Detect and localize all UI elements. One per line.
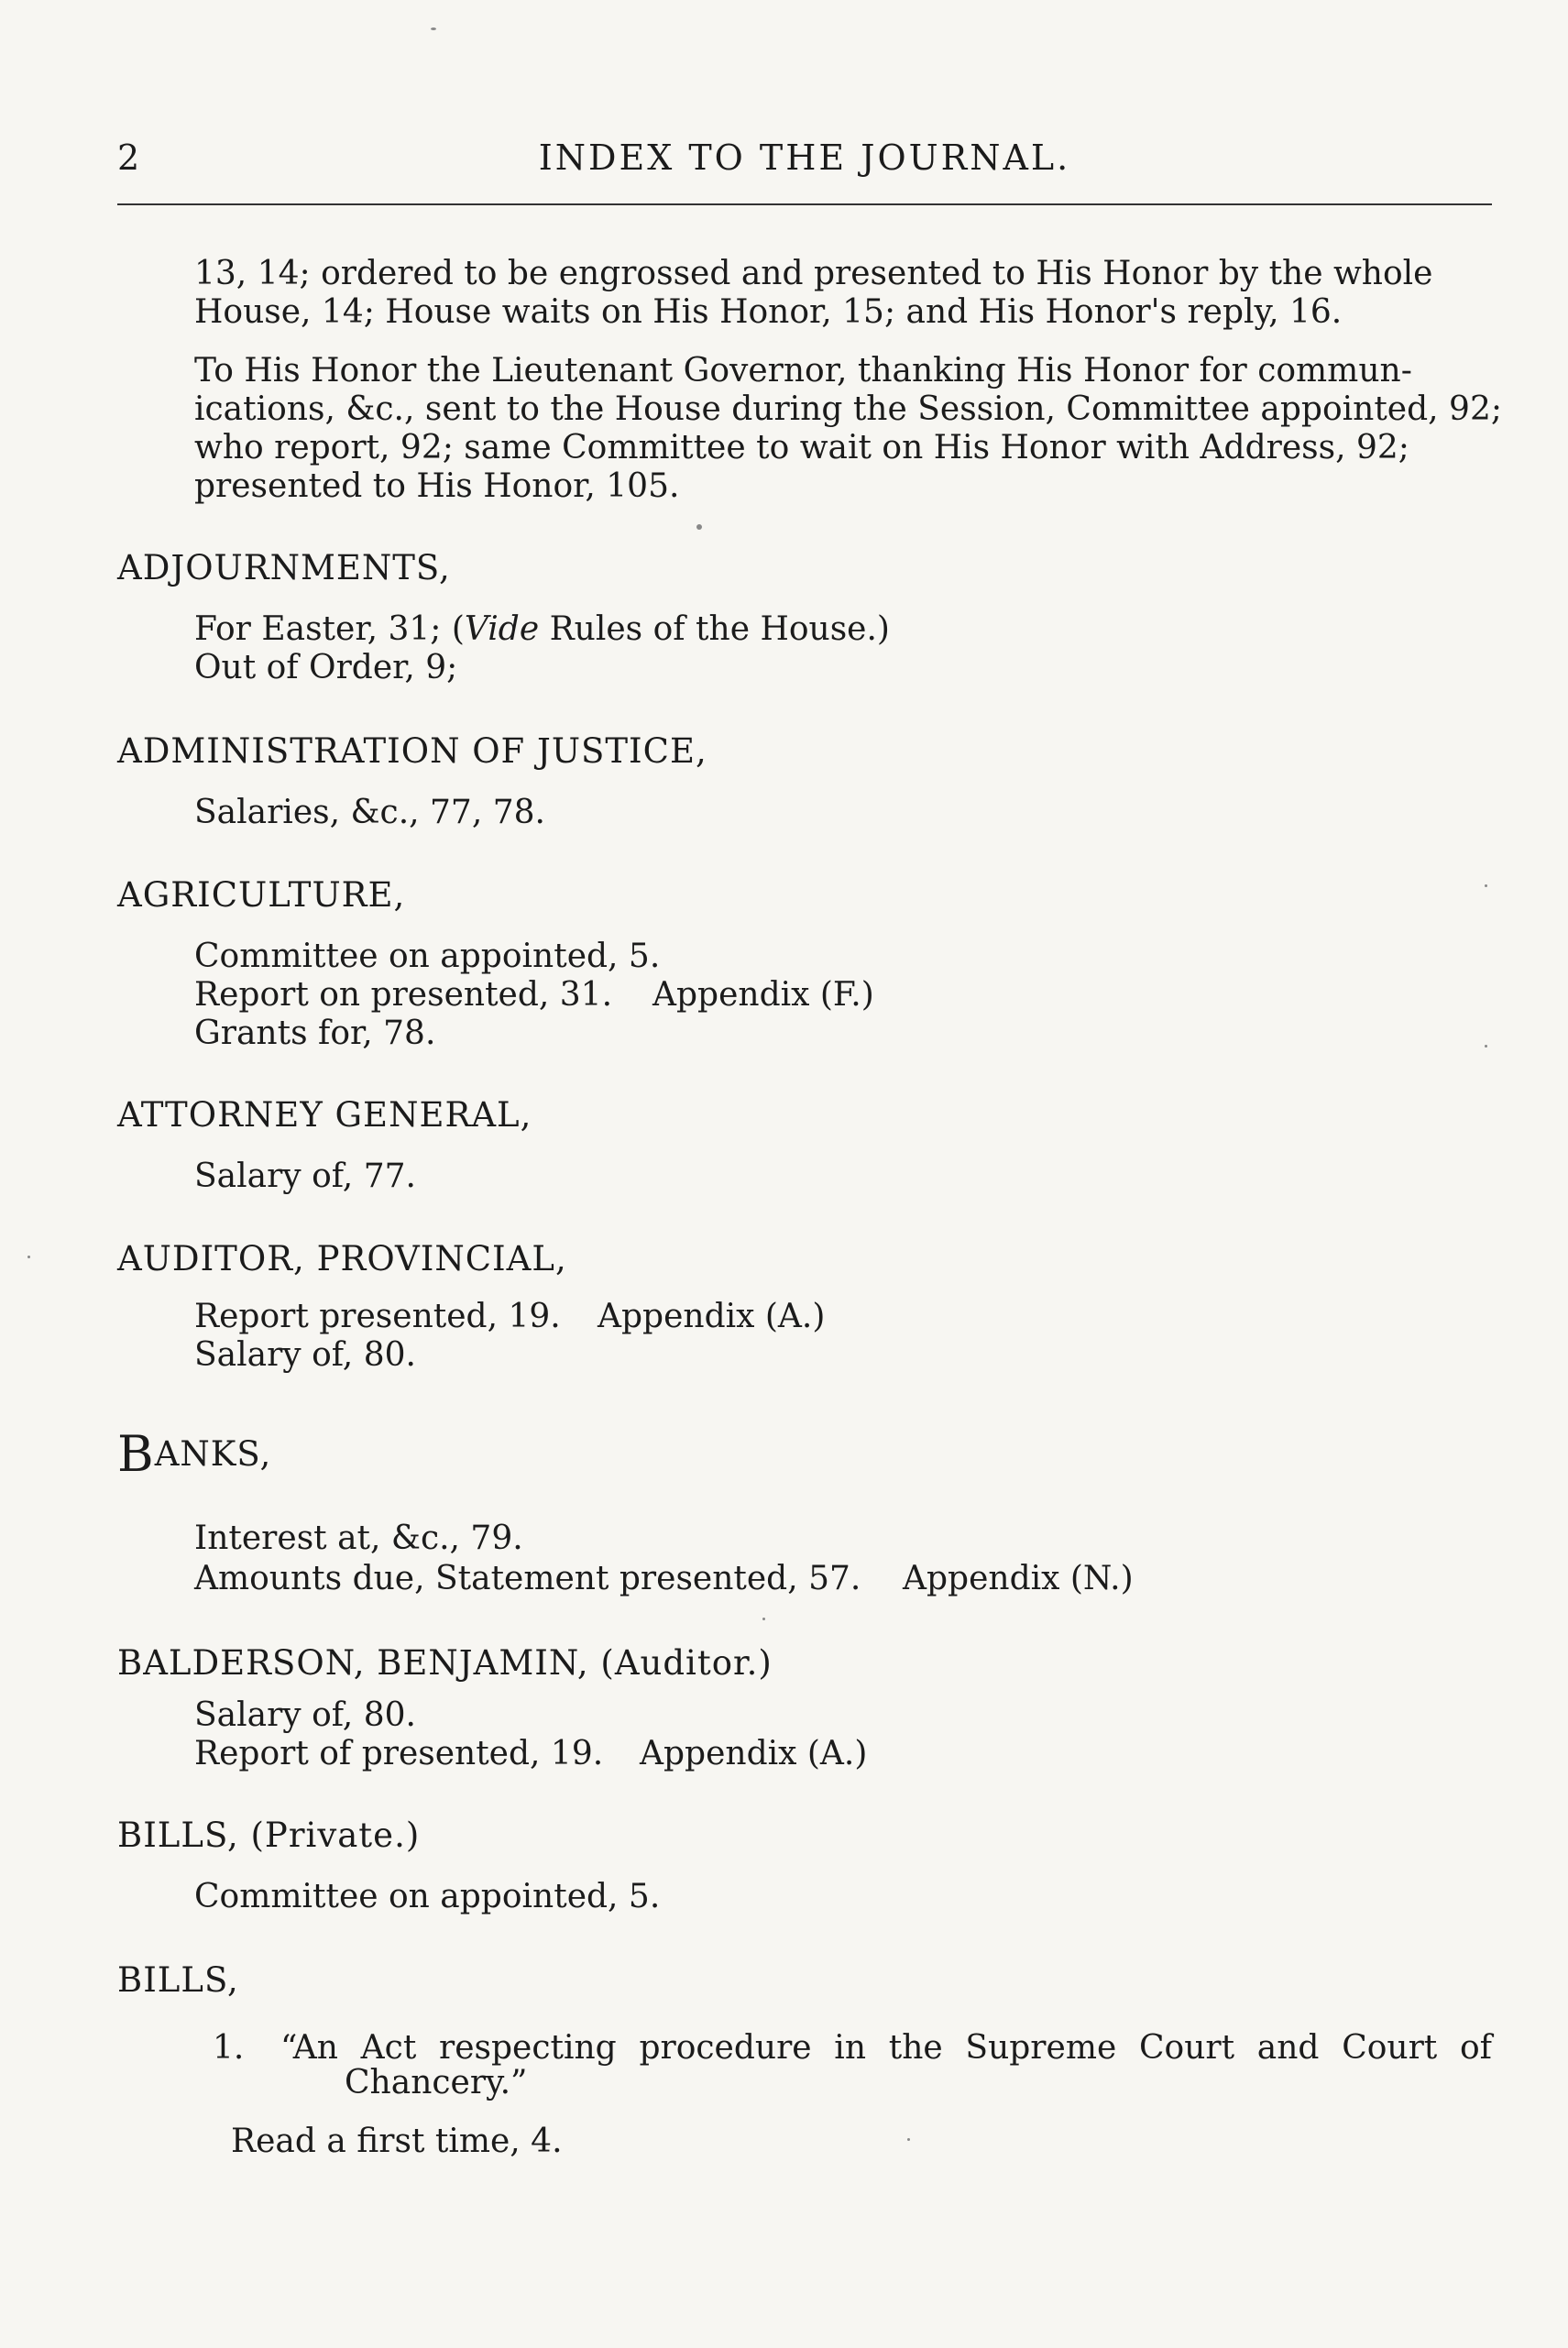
address-para2-line1: To His Honor the Lieutenant Governor, thanking His Honor for commun- [194, 352, 1412, 390]
attorney-entry-salary: Salary of, 77. [194, 1158, 416, 1195]
auditor-entry-salary: Salary of, 80. [194, 1336, 416, 1374]
agriculture-entry-report: Report on presented, 31. [194, 976, 613, 1014]
bill-item-read-first: Read a first time, 4. [231, 2123, 563, 2160]
heading-bills-private: BILLS, (Private.) [117, 1816, 421, 1855]
adjournments-entry-easter: For Easter, 31; (Vide Rules of the House.) [194, 610, 890, 648]
scan-speck [907, 2138, 910, 2141]
address-para2-line4: presented to His Honor, 105. [194, 467, 680, 505]
bill-item-title-line1: “An Act respecting procedure in the Supreme Court and Court of [280, 2029, 1492, 2067]
heading-bills: BILLS, [117, 1960, 239, 2000]
running-title: INDEX TO THE JOURNAL. [538, 137, 1071, 178]
bills-private-entry-committee: Committee on appointed, 5. [194, 1878, 661, 1915]
heading-banks: BANKS, [117, 1425, 272, 1483]
address-para1-line1: 13, 14; ordered to be engrossed and presented to His Honor by the whole [194, 255, 1433, 292]
page-number: 2 [117, 137, 140, 178]
bill-item-title-line2: Chancery.” [345, 2064, 528, 2101]
heading-agriculture: AGRICULTURE, [117, 875, 406, 915]
address-para2-line3: who report, 92; same Committee to wait on His Honor with Address, 92; [194, 429, 1409, 466]
heading-auditor-provincial: AUDITOR, PROVINCIAL, [117, 1239, 567, 1278]
scan-speck [762, 1618, 765, 1620]
agriculture-entry-grants: Grants for, 78. [194, 1015, 436, 1052]
scan-speck [1485, 884, 1487, 887]
heading-balderson: BALDERSON, BENJAMIN, (Auditor.) [117, 1643, 773, 1683]
agriculture-entry-committee: Committee on appointed, 5. [194, 938, 661, 975]
scan-speck [1485, 1045, 1487, 1048]
banks-entry-amounts: Amounts due, Statement presented, 57. [194, 1560, 861, 1597]
banks-amounts-appendix: Appendix (N.) [903, 1560, 1134, 1597]
balderson-report-appendix: Appendix (A.) [640, 1735, 868, 1772]
scan-speck [27, 1256, 30, 1258]
balderson-entry-report: Report of presented, 19. [194, 1735, 604, 1772]
heading-attorney-general: ATTORNEY GENERAL, [117, 1095, 532, 1135]
heading-adjournments: ADJOURNMENTS, [117, 548, 451, 587]
scan-speck [696, 524, 702, 530]
auditor-entry-report: Report presented, 19. [194, 1298, 561, 1335]
adjournments-entry-order: Out of Order, 9; [194, 649, 458, 686]
agriculture-report-appendix: Appendix (F.) [652, 976, 874, 1014]
balderson-entry-salary: Salary of, 80. [194, 1696, 416, 1734]
page-header [117, 137, 1492, 192]
heading-administration-of-justice: ADMINISTRATION OF JUSTICE, [117, 731, 707, 771]
address-para1-line2: House, 14; House waits on His Honor, 15; and His Honor's reply, 16. [194, 293, 1343, 331]
banks-entry-interest: Interest at, &c., 79. [194, 1520, 523, 1557]
address-para2-line2: ications, &c., sent to the House during the Session, Committee appointed, 92; [194, 390, 1502, 428]
justice-entry-salaries: Salaries, &c., 77, 78. [194, 794, 545, 831]
scan-speck [431, 27, 436, 30]
auditor-report-appendix: Appendix (A.) [598, 1298, 826, 1335]
header-rule [117, 203, 1492, 205]
bill-item-number: 1. [213, 2029, 245, 2067]
